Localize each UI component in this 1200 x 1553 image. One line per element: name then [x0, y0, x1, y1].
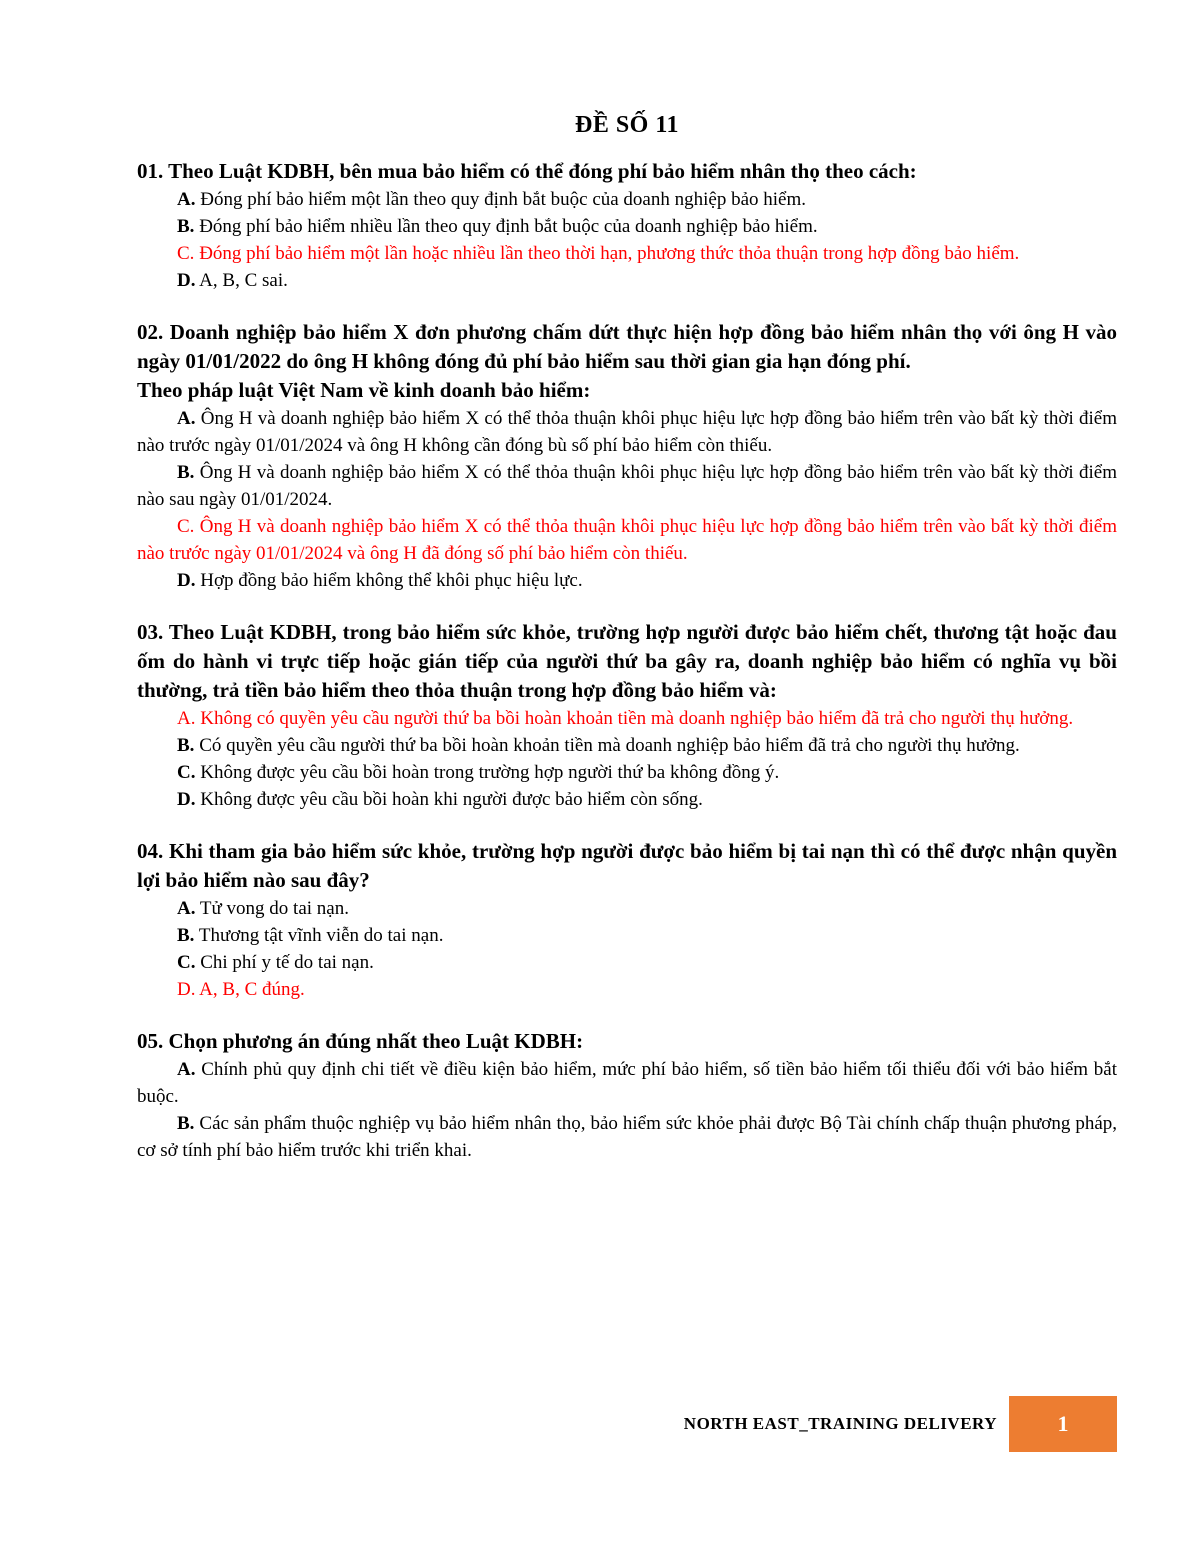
option-letter: A.: [177, 408, 196, 429]
footer-text: NORTH EAST_TRAINING DELIVERY: [683, 1414, 997, 1433]
option-letter: B.: [177, 735, 195, 756]
option-letter: B.: [177, 1113, 195, 1134]
option-letter: C.: [177, 762, 196, 783]
option-letter: A.: [177, 708, 196, 729]
option-text: Chính phủ quy định chi tiết về điều kiện bảo hiểm, mức phí bảo hiểm, số tiền bảo hiểm tối thiểu đối với bảo hiểm bắt buộc.: [137, 1059, 1117, 1107]
question-text: 01. Theo Luật KDBH, bên mua bảo hiểm có thể đóng phí bảo hiểm nhân thọ theo cách:: [137, 159, 917, 183]
option-text: Không có quyền yêu cầu người thứ ba bồi hoàn khoản tiền mà doanh nghiệp bảo hiểm đã trả cho người thụ hưởng.: [195, 708, 1074, 729]
option-d-correct: [137, 976, 1117, 1003]
option-letter: C.: [177, 243, 195, 264]
option-b: [137, 459, 1117, 513]
option-letter: A.: [177, 1059, 196, 1080]
option-a: [137, 186, 1117, 213]
option-a: [137, 895, 1117, 922]
option-text: Có quyền yêu cầu người thứ ba bồi hoàn khoản tiền mà doanh nghiệp bảo hiểm đã trả cho người thụ hưởng.: [194, 735, 1020, 756]
document-page: [137, 112, 1117, 1188]
question-1: [137, 157, 1117, 294]
option-b: [137, 213, 1117, 240]
page-footer: [0, 1396, 1200, 1452]
option-c-correct: [137, 513, 1117, 567]
option-letter: D.: [177, 979, 196, 1000]
option-text: Tử vong do tai nạn.: [195, 898, 349, 919]
option-text: Thương tật vĩnh viễn do tai nạn.: [194, 925, 444, 946]
option-letter: C.: [177, 952, 196, 973]
option-letter: D.: [177, 270, 196, 291]
option-letter: A.: [177, 189, 196, 210]
option-b: [137, 922, 1117, 949]
option-text: Đóng phí bảo hiểm một lần theo quy định bắt buộc của doanh nghiệp bảo hiểm.: [195, 189, 806, 210]
option-text: Không được yêu cầu bồi hoàn trong trường hợp người thứ ba không đồng ý.: [195, 762, 780, 783]
option-text: Hợp đồng bảo hiểm không thể khôi phục hiệu lực.: [195, 570, 583, 591]
question-text: 05. Chọn phương án đúng nhất theo Luật KDBH:: [137, 1029, 584, 1053]
option-d: [137, 567, 1117, 594]
option-text: Đóng phí bảo hiểm một lần hoặc nhiều lần theo thời hạn, phương thức thỏa thuận trong hợp đồng bảo hiểm.: [194, 243, 1020, 264]
option-text: Ông H và doanh nghiệp bảo hiểm X có thể thỏa thuận khôi phục hiệu lực hợp đồng bảo hiểm trên vào bất kỳ thời điểm nào sau ngày 01/01/2024.: [137, 462, 1117, 510]
option-d: [137, 786, 1117, 813]
option-letter: A.: [177, 898, 196, 919]
option-b: [137, 1110, 1117, 1164]
option-text: Các sản phẩm thuộc nghiệp vụ bảo hiểm nhân thọ, bảo hiểm sức khỏe phải được Bộ Tài chính chấp thuận phương pháp, cơ sở tính phí bảo hiểm trước khi triển khai.: [137, 1113, 1117, 1161]
option-letter: D.: [177, 570, 196, 591]
option-letter: B.: [177, 462, 195, 483]
option-text: Chi phí y tế do tai nạn.: [195, 952, 374, 973]
question-3: [137, 618, 1117, 813]
option-a-correct: [137, 705, 1117, 732]
question-text: 02. Doanh nghiệp bảo hiểm X đơn phương chấm dứt thực hiện hợp đồng bảo hiểm nhân thọ với ông H vào ngày 01/01/2022 do ông H không đóng đủ phí bảo hiểm sau thời gian gia hạn đóng phí.: [137, 320, 1117, 373]
option-text: Không được yêu cầu bồi hoàn khi người được bảo hiểm còn sống.: [195, 789, 703, 810]
question-text: 03. Theo Luật KDBH, trong bảo hiểm sức khỏe, trường hợp người được bảo hiểm chết, thương tật hoặc đau ốm do hành vi trực tiếp hoặc gián tiếp của người thứ ba gây ra, doanh nghiệp bảo hiểm có nghĩa vụ bồi thường, trả tiền bảo hiểm theo thỏa thuận trong hợp đồng bảo hiểm và:: [137, 620, 1117, 702]
option-text: Ông H và doanh nghiệp bảo hiểm X có thể thỏa thuận khôi phục hiệu lực hợp đồng bảo hiểm trên vào bất kỳ thời điểm nào trước ngày 01/01/2024 và ông H đã đóng số phí bảo hiểm còn thiếu.: [137, 516, 1117, 564]
question-subtext: Theo pháp luật Việt Nam về kinh doanh bảo hiểm:: [137, 378, 591, 402]
option-text: Đóng phí bảo hiểm nhiều lần theo quy định bắt buộc của doanh nghiệp bảo hiểm.: [194, 216, 818, 237]
option-a: [137, 1056, 1117, 1110]
option-letter: B.: [177, 925, 195, 946]
page-number-box: [1009, 1396, 1117, 1452]
question-4: [137, 837, 1117, 1003]
option-text: A, B, C đúng.: [195, 979, 305, 1000]
page-number: 1: [1057, 1411, 1069, 1436]
page-title: ĐỀ SỐ 11: [574, 112, 680, 138]
option-c: [137, 949, 1117, 976]
option-letter: B.: [177, 216, 195, 237]
question-2: [137, 318, 1117, 594]
option-b: [137, 732, 1117, 759]
option-c-correct: [137, 240, 1117, 267]
question-text: 04. Khi tham gia bảo hiểm sức khỏe, trường hợp người được bảo hiểm bị tai nạn thì có thể được nhận quyền lợi bảo hiểm nào sau đây?: [137, 839, 1117, 892]
option-letter: C.: [177, 516, 195, 537]
option-a: [137, 405, 1117, 459]
option-text: A, B, C sai.: [195, 270, 288, 291]
option-text: Ông H và doanh nghiệp bảo hiểm X có thể thỏa thuận khôi phục hiệu lực hợp đồng bảo hiểm trên vào bất kỳ thời điểm nào trước ngày 01/01/2024 và ông H không cần đóng bù số phí bảo hiểm còn thiếu.: [137, 408, 1117, 456]
question-5: [137, 1027, 1117, 1164]
option-d: [137, 267, 1117, 294]
option-letter: D.: [177, 789, 196, 810]
option-c: [137, 759, 1117, 786]
